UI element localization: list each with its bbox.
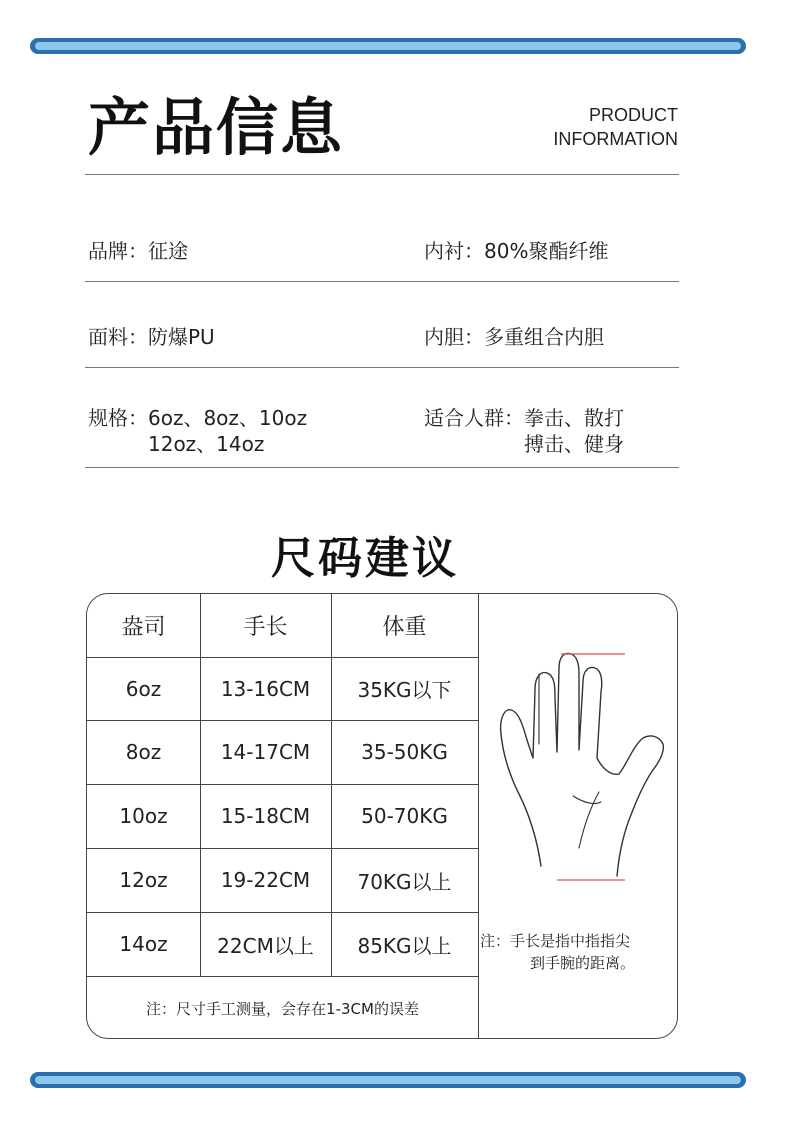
- divider: [85, 281, 679, 282]
- lining-value: 80%聚酯纤维: [484, 239, 609, 263]
- divider: [85, 174, 679, 175]
- cell-weight: 70KG以上: [357, 869, 452, 894]
- divider: [85, 367, 679, 368]
- hand-note-line1: 注：手长是指中指指尖: [480, 932, 631, 950]
- top-decorative-bar: [30, 38, 746, 54]
- material-value: 防爆PU: [148, 325, 215, 349]
- page-title-english: [553, 103, 678, 151]
- info-brand: [88, 238, 188, 264]
- cell-ounce: 10oz: [119, 804, 168, 828]
- divider: [85, 467, 679, 468]
- cell-hand-length: 14-17CM: [220, 740, 311, 764]
- cell-hand-length: 13-16CM: [220, 676, 311, 701]
- size-section-title: 尺码建议: [271, 533, 459, 584]
- header-weight: 体重: [382, 615, 427, 640]
- brand-label: 品牌：: [88, 239, 148, 263]
- info-spec: [88, 405, 307, 457]
- hand-length-note: [480, 930, 676, 974]
- lining-label: 内衬：: [424, 239, 484, 263]
- spec-value: [148, 405, 307, 457]
- measurement-footnote: 注：尺寸手工测量，会存在1-3CM的误差: [146, 999, 419, 1018]
- cell-ounce: 14oz: [119, 932, 168, 956]
- cell-weight: 50-70KG: [361, 804, 448, 828]
- cell-weight: 35-50KG: [361, 740, 448, 764]
- title-en-line2: INFORMATION: [553, 129, 678, 149]
- info-lining: [424, 238, 608, 264]
- header-hand-length: 手长: [243, 615, 288, 640]
- cell-weight: 85KG以上: [357, 933, 452, 958]
- inner-value: 多重组合内胆: [484, 325, 604, 349]
- hand-outline-icon: [479, 634, 678, 904]
- material-label: 面料：: [88, 325, 148, 349]
- crowd-value-line1: 拳击、散打: [524, 406, 624, 430]
- crowd-value: [524, 405, 624, 457]
- bottom-decorative-bar: [30, 1072, 746, 1088]
- cell-ounce: 8oz: [125, 740, 162, 764]
- spec-label: 规格：: [88, 406, 148, 430]
- cell-weight: 35KG以下: [357, 678, 452, 702]
- title-en-line1: PRODUCT: [589, 105, 678, 125]
- cell-hand-length: 15-18CM: [220, 804, 311, 828]
- info-crowd: [424, 405, 624, 457]
- spec-value-line1: 6oz、8oz、10oz: [148, 406, 308, 430]
- cell-hand-length: 19-22CM: [220, 868, 311, 892]
- hand-note-line2: 到手腕的距离。: [530, 954, 636, 972]
- info-material: [88, 324, 215, 350]
- cell-ounce: 12oz: [119, 868, 168, 892]
- brand-value: 征途: [148, 239, 188, 263]
- info-inner: [424, 324, 604, 350]
- page-title: 产品信息: [88, 91, 345, 164]
- crowd-value-line2: 搏击、健身: [524, 432, 624, 456]
- size-table-card: [86, 593, 678, 1039]
- inner-label: 内胆：: [424, 325, 484, 349]
- cell-ounce: 6oz: [125, 676, 162, 701]
- cell-hand-length: 22CM以上: [217, 933, 314, 958]
- header-ounce: 盎司: [121, 615, 166, 640]
- crowd-label: 适合人群：: [424, 406, 524, 430]
- spec-value-line2: 12oz、14oz: [148, 432, 265, 456]
